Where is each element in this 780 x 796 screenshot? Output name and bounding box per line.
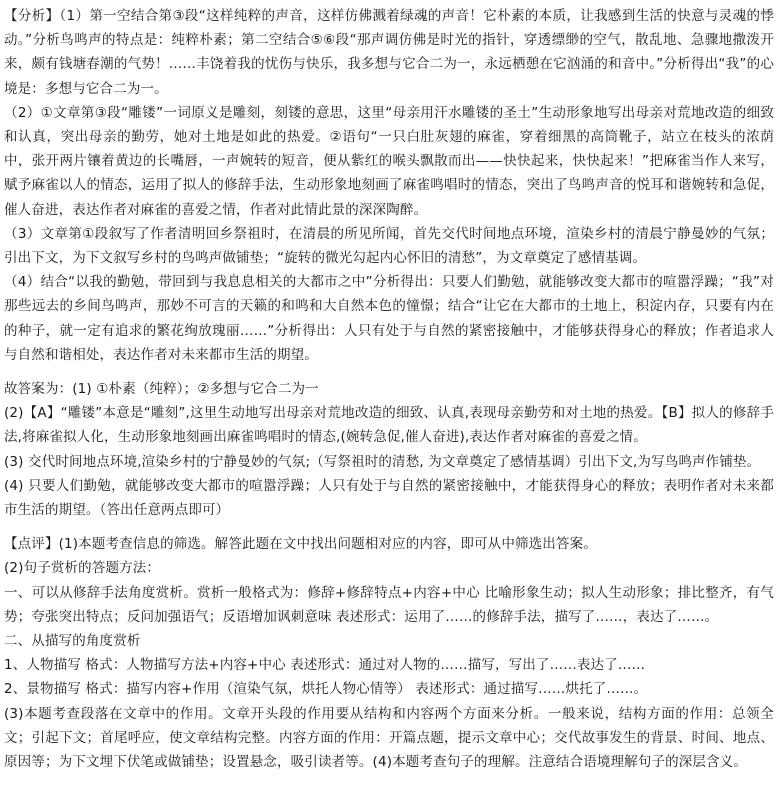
comment-4: 二、从描写的角度赏析 [4, 633, 141, 650]
comment-3: 一、可以从修辞手法角度赏析。赏析一般格式为：修辞+修辞特点+内容+中心 比喻形象生动；拟人生动形象；排比整齐，有气势；夸张突出特点；反问加强语气；反语增加讽刺意味 表述形式：运用了……的修辞手法，描写了……，表达了……。 [4, 584, 774, 625]
comments-section [4, 532, 774, 774]
analysis-part-3: （3）文章第①段叙写了作者清明回乡祭祖时，在清晨的所见所闻，首先交代时间地点环境，渲染乡村的清晨宁静曼妙的气氛；引出下文，为下文叙写乡村的鸟鸣声做铺垫；“旋转的微光勾起内心怀旧的清愁”，为文章奠定了感情基调。 [4, 225, 774, 267]
analysis-section [4, 4, 774, 367]
analysis-part-2: （2）①文章第③段“雕镂”一词原义是雕刻，刻镂的意思，这里“母亲用汗水雕镂的圣土”生动形象地写出母亲对荒地改造的细致和认真，突出母亲的勤劳，她对土地是如此的热爱。②语句“一只白肚灰翅的麻雀，穿着细黑的高筒靴子，站立在枝头的浓荫中，张开两片镶着黄边的长嘴唇，一声婉转的短音，便从紫红的喉头飘散而出——快快起来，快快起来！”把麻雀当作人来写，赋予麻雀以人的情态，运用了拟人的修辞手法，生动形象地刻画了麻雀鸣唱时的情态，突出了鸟鸣声音的悦耳和谐婉转和急促，催人奋进，表达作者对麻雀的喜爱之情，作者对此情此景的深深陶醉。 [4, 104, 774, 218]
answer-4: (4) 只要人们勤勉，就能够改变大都市的喧嚣浮躁；人只有处于与自然的紧密接触中，才能获得身心的释放；表明作者对未来都市生活的期望。（答出任意两点即可） [4, 477, 774, 519]
comment-1: 【点评】(1)本题考查信息的筛选。解答此题在文中找出问题相对应的内容，即可从中筛选出答案。 [4, 536, 597, 553]
comment-2: (2)句子赏析的答题方法： [4, 560, 161, 577]
answer-1: 故答案为：(1) ①朴素（纯粹）；②多想与它合二为一 [4, 381, 319, 398]
analysis-part-4: （4）结合“以我的勤勉，带回到与我息息相关的大都市之中”分析得出：只要人们勤勉，就能够改变大都市的喧嚣浮躁；“我”对那些远去的乡间鸟鸣声，那妙不可言的天籁的和鸣和大自然本色的憧憬；结合“让它在大都市的土地上，积淀内存，只要有内在的种子，就一定有追求的繁花绚放瑰丽……”分析得出：人只有处于与自然的紧密接触中，才能够获得身心的释放；作者追求人与自然和谐相处，表达作者对未来都市生活的期望。 [4, 274, 774, 363]
comment-7: (3)本题考查段落在文章中的作用。文章开头段的作用要从结构和内容两个方面来分析。一般来说，结构方面的作用：总领全文；引起下文；首尾呼应，使文章结构完整。内容方面的作用：开篇点题，提示文章中心；交代故事发生的背景、时间、地点、原因等；为下文埋下伏笔或做铺垫；设置悬念，吸引读者等。(4)本题考查句子的理解。注意结合语境理解句子的深层含义。 [4, 705, 774, 771]
analysis-part-1: 【分析】（1）第一空结合第③段“这样纯粹的声音，这样仿佛溅着绿魂的声音！它朴素的本质，让我感到生活的快意与灵魂的悸动。”分析鸟鸣声的特点是：纯粹朴素；第二空结合⑤⑥段“那声调仿佛是时光的指针，穿透缥缈的空气，散乱地、急骤地撒泼开来，颇有钱塘春潮的气势！……丰饶着我的忧伤与快乐，我多想与它合二为一，永远栖憩在它汹涌的和音中。”分析得出“我”的心境是：多想与它合二为一。 [4, 8, 774, 97]
comment-6: 2、景物描写 格式：描写内容+作用（渲染气氛，烘托人物心情等） 表述形式：通过描写……烘托了……。 [4, 681, 648, 698]
section-gap [4, 522, 774, 532]
answers-section [4, 377, 774, 522]
comment-5: 1、人物描写 格式：人物描写方法+内容+中心 表述形式：通过对人物的……描写，写出了……表达了…… [4, 657, 646, 674]
answer-3: (3) 交代时间地点环境,渲染乡村的宁静曼妙的气氛;（写祭祖时的清愁, 为文章奠定了感情基调）引出下文,为写鸟鸣声作铺垫。 [4, 453, 761, 470]
section-gap [4, 367, 774, 377]
answer-2: (2)【A】“雕镂”本意是“雕刻”,这里生动地写出母亲对荒地改造的细致、认真,表现母亲勤劳和对土地的热爱。【B】拟人的修辞手法,将麻雀拟人化，生动形象地刻画出麻雀鸣唱时的情态,(婉转急促,催人奋进),表达作者对麻雀的喜爱之情。 [4, 405, 774, 446]
